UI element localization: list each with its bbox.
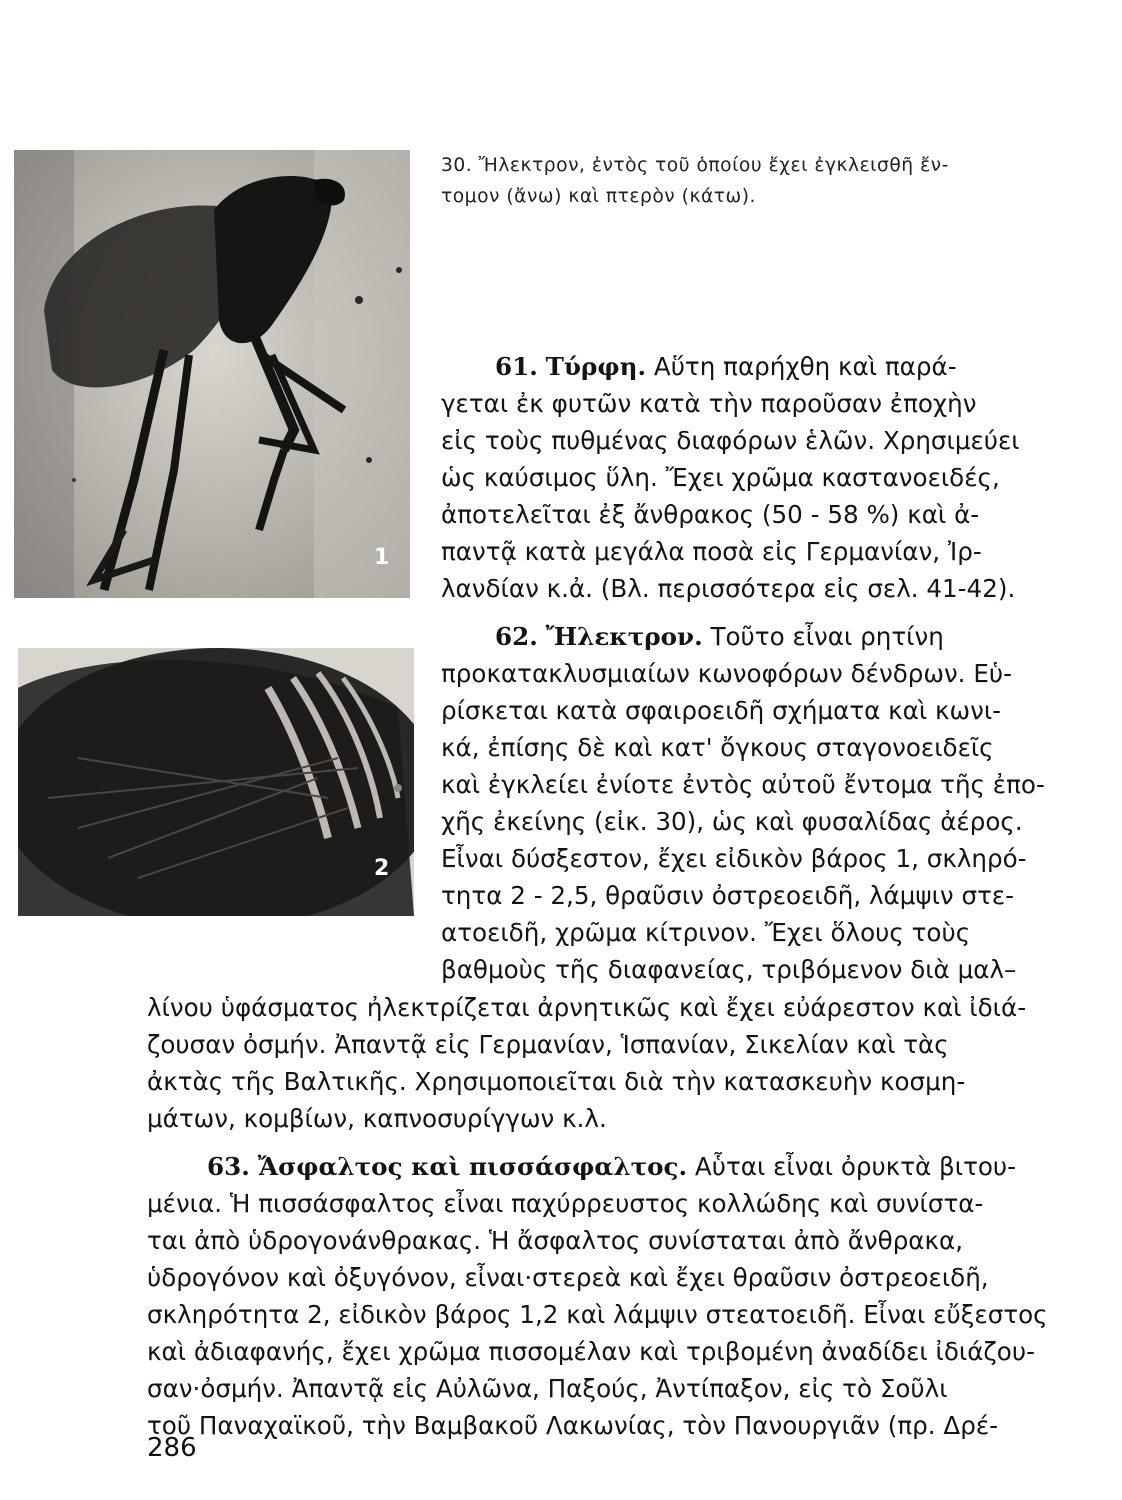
paragraph-line: γεται ἐκ φυτῶν κατὰ τὴν παροῦσαν ἐποχὴν	[441, 389, 977, 418]
caption-line: 30. Ἤλεκτρον, ἐντὸς τοῦ ὁποίου ἔχει ἐγκλεισθῆ ἔν-	[441, 155, 949, 176]
paragraph-line: λίνου ὑφάσματος ἠλεκτρίζεται ἀρνητικῶς καὶ ἔχει εὐάρεστον καὶ ἰδιά-	[147, 993, 1027, 1022]
paragraph-line: Εἶναι δύσξεστον, ἔχει εἰδικὸν βάρος 1, σκληρό-	[441, 844, 1027, 873]
paragraph-line: χῆς ἐκείνης (εἰκ. 30), ὡς καὶ φυσαλίδας ἀέρος.	[441, 807, 1023, 836]
paragraph-line: ται ἀπὸ ὑδρογονάνθρακας. Ἡ ἄσφαλτος συνίσταται ἀπὸ ἄνθρακα,	[147, 1226, 964, 1255]
paragraph-line: μένια. Ἡ πισσάσφαλτος εἶναι παχύρρευστος κολλώδης καὶ συνίστα-	[147, 1189, 984, 1218]
paragraph-line: προκατακλυσμιαίων κωνοφόρων δένδρων. Εὑ-	[441, 659, 1012, 688]
section-number: 61.	[495, 352, 538, 381]
paragraph-line: καὶ ἐγκλείει ἐνίοτε ἐντὸς αὐτοῦ ἔντομα τῆς ἐπο-	[441, 770, 1045, 799]
paragraph-line: ζουσαν ὀσμήν. Ἀπαντᾷ εἰς Γερμανίαν, Ἱσπανίαν, Σικελίαν καὶ τὰς	[147, 1030, 949, 1059]
paragraph-line: ρίσκεται κατὰ σφαιροειδῆ σχήματα καὶ κωνι-	[441, 696, 1002, 725]
paragraph-text: Αὕτη παρήχθη καὶ παρά-	[653, 352, 957, 381]
paragraph-line: σαν·ὀσμήν. Ἀπαντᾷ εἰς Αὐλῶνα, Παξούς, Ἀντίπαξον, εἰς τὸ Σοῦλι	[147, 1374, 948, 1403]
figure-label-2: 2	[374, 856, 390, 881]
paragraph-line: τητα 2 - 2,5, θραῦσιν ὀστρεοειδῆ, λάμψιν στε-	[441, 881, 1015, 910]
paragraph-line: σκληρότητα 2, εἰδικὸν βάρος 1,2 καὶ λάμψιν στεατοειδῆ. Εἶναι εὔξεστος	[147, 1300, 1048, 1329]
section-62-line	[495, 622, 944, 651]
paragraph-line: ὑδρογόνον καὶ ὀξυγόνον, εἶναι·στερεὰ καὶ ἔχει θραῦσιν ὀστρεοειδῆ,	[147, 1263, 989, 1292]
paragraph-line: ατοειδῆ, χρῶμα κίτρινον. Ἔχει ὅλους τοὺς	[441, 918, 971, 947]
insect-illustration	[14, 150, 410, 598]
paragraph-line: κά, ἐπίσης δὲ καὶ κατ' ὄγκους σταγονοειδεῖς	[441, 733, 994, 762]
paragraph-line: ἀκτὰς τῆς Βαλτικῆς. Χρησιμοποιεῖται διὰ τὴν κατασκευὴν κοσμη-	[147, 1067, 966, 1096]
paragraph-line: βαθμοὺς τῆς διαφανείας, τριβόμενον διὰ μαλ–	[441, 955, 1017, 984]
figure-label-1: 1	[374, 545, 390, 570]
paragraph-text: Αὗται εἶναι ὀρυκτὰ βιτου-	[694, 1152, 1017, 1181]
feather-illustration	[18, 648, 414, 916]
section-heading: Τύρφη.	[545, 352, 647, 381]
amber-feather-photo	[18, 648, 414, 916]
paragraph-line: λανδίαν κ.ἀ. (Βλ. περισσότερα εἰς σελ. 41-42).	[441, 574, 1016, 603]
paragraph-line: μάτων, κομβίων, καπνοσυρίγγων κ.λ.	[147, 1104, 607, 1133]
section-heading: Ἤλεκτρον.	[545, 622, 703, 651]
paragraph-text: Τοῦτο εἶναι ρητίνη	[710, 622, 944, 651]
paragraph-line: παντᾷ κατὰ μεγάλα ποσὰ εἰς Γερμανίαν, Ἰρ-	[441, 537, 982, 566]
amber-insect-photo	[14, 150, 410, 598]
section-number: 63.	[207, 1152, 250, 1181]
paragraph-line: τοῦ Παναχαϊκοῦ, τὴν Βαμβακοῦ Λακωνίας, τὸν Πανουργιᾶν (πρ. Δρέ-	[147, 1411, 998, 1440]
section-61-line	[495, 352, 957, 381]
figure-caption	[441, 150, 1121, 212]
page-number: 286	[147, 1433, 197, 1463]
paragraph-line: ἀποτελεῖται ἐξ ἄνθρακος (50 - 58 %) καὶ ἀ-	[441, 500, 980, 529]
section-63-line	[207, 1152, 1016, 1181]
paragraph-line: εἰς τοὺς πυθμένας διαφόρων ἑλῶν. Χρησιμεύει	[441, 426, 1020, 455]
caption-line: τομον (ἄνω) καὶ πτερὸν (κάτω).	[441, 186, 756, 207]
section-heading: Ἄσφαλτος καὶ πισσάσφαλτος.	[257, 1152, 688, 1181]
section-number: 62.	[495, 622, 538, 651]
paragraph-line: ὡς καύσιμος ὕλη. Ἔχει χρῶμα καστανοειδές,	[441, 463, 1000, 492]
paragraph-line: καὶ ἀδιαφανής, ἔχει χρῶμα πισσομέλαν καὶ τριβομένη ἀναδίδει ἰδιάζου-	[147, 1337, 1035, 1366]
